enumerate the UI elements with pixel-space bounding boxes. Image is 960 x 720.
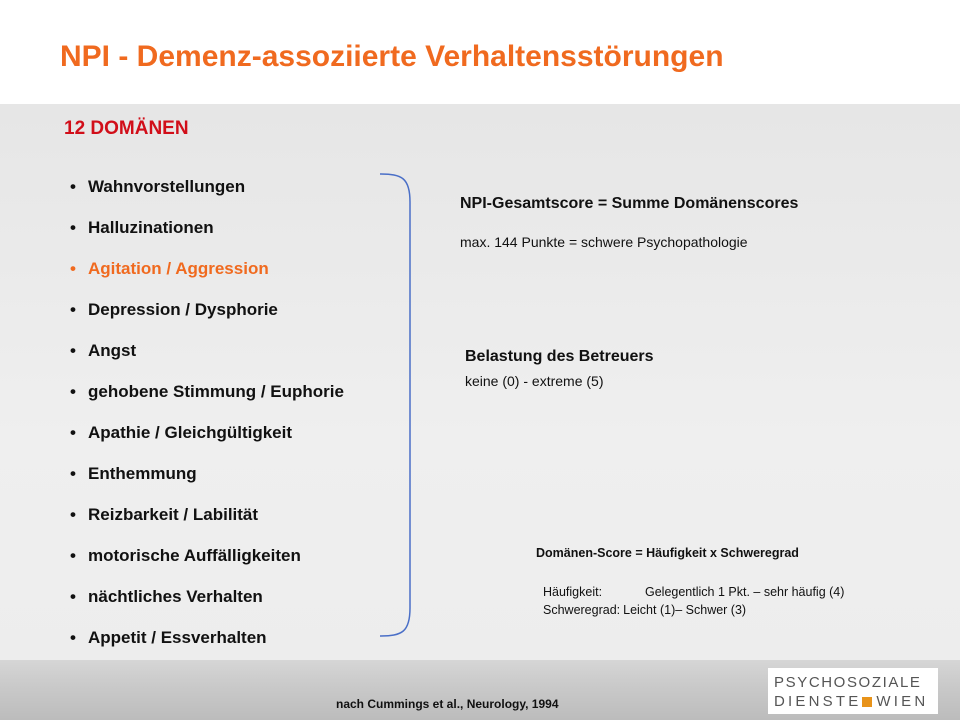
logo-line1: PSYCHOSOZIALE bbox=[774, 674, 922, 691]
domain-item bbox=[70, 381, 344, 422]
logo-line2 bbox=[774, 693, 932, 710]
domain-item bbox=[70, 258, 344, 299]
domain-score-title: Domänen-Score = Häufigkeit x Schweregrad bbox=[536, 546, 799, 560]
frequency-value: Gelegentlich 1 Pkt. – sehr häufig (4) bbox=[645, 585, 845, 599]
logo-line2-right: WIEN bbox=[876, 693, 929, 710]
domain-list bbox=[70, 176, 344, 668]
total-score-text: max. 144 Punkte = schwere Psychopathologie bbox=[460, 234, 748, 250]
logo bbox=[768, 668, 938, 714]
bullet-icon: • bbox=[70, 587, 76, 606]
domain-label: Agitation / Aggression bbox=[88, 259, 269, 278]
caregiver-text: keine (0) - extreme (5) bbox=[465, 373, 604, 389]
domain-label: Depression / Dysphorie bbox=[88, 300, 278, 319]
bullet-icon: • bbox=[70, 300, 76, 319]
caregiver-title: Belastung des Betreuers bbox=[465, 348, 654, 365]
domain-item bbox=[70, 545, 344, 586]
domain-item bbox=[70, 217, 344, 258]
total-score-title: NPI-Gesamtscore = Summe Domänenscores bbox=[460, 195, 799, 212]
bullet-icon: • bbox=[70, 382, 76, 401]
curly-brace-icon bbox=[380, 170, 430, 640]
domain-label: Enthemmung bbox=[88, 464, 197, 483]
domain-label: motorische Auffälligkeiten bbox=[88, 546, 301, 565]
domain-item bbox=[70, 422, 344, 463]
severity-value: Leicht (1)– Schwer (3) bbox=[623, 603, 747, 617]
citation: nach Cummings et al., Neurology, 1994 bbox=[336, 697, 559, 711]
domain-label: Apathie / Gleichgültigkeit bbox=[88, 423, 293, 442]
bullet-icon: • bbox=[70, 177, 76, 196]
domain-item bbox=[70, 504, 344, 545]
bullet-icon: • bbox=[70, 546, 76, 565]
domain-item bbox=[70, 463, 344, 504]
frequency-line bbox=[543, 585, 844, 599]
domain-item bbox=[70, 340, 344, 381]
slide-subtitle: 12 DOMÄNEN bbox=[64, 118, 189, 139]
domain-label: Halluzinationen bbox=[88, 218, 214, 237]
bullet-icon: • bbox=[70, 628, 76, 647]
domain-label: gehobene Stimmung / Euphorie bbox=[88, 382, 344, 401]
domain-label: Wahnvorstellungen bbox=[88, 177, 246, 196]
severity-line bbox=[543, 603, 746, 617]
domain-label: Appetit / Essverhalten bbox=[88, 628, 267, 647]
domain-item bbox=[70, 586, 344, 627]
logo-line2-left: DIENSTE bbox=[774, 693, 862, 710]
domain-label: nächtliches Verhalten bbox=[88, 587, 263, 606]
severity-label: Schweregrad: bbox=[543, 603, 621, 617]
bullet-icon: • bbox=[70, 259, 76, 278]
domain-label: Reizbarkeit / Labilität bbox=[88, 505, 259, 524]
domain-item bbox=[70, 176, 344, 217]
bullet-icon: • bbox=[70, 341, 76, 360]
bullet-icon: • bbox=[70, 423, 76, 442]
bullet-icon: • bbox=[70, 505, 76, 524]
logo-square-icon bbox=[862, 697, 872, 707]
domain-item bbox=[70, 299, 344, 340]
slide-title: NPI - Demenz-assoziierte Verhaltensstörungen bbox=[60, 40, 724, 73]
bullet-icon: • bbox=[70, 464, 76, 483]
bullet-icon: • bbox=[70, 218, 76, 237]
domain-label: Angst bbox=[88, 341, 137, 360]
frequency-label: Häufigkeit: bbox=[543, 585, 603, 599]
